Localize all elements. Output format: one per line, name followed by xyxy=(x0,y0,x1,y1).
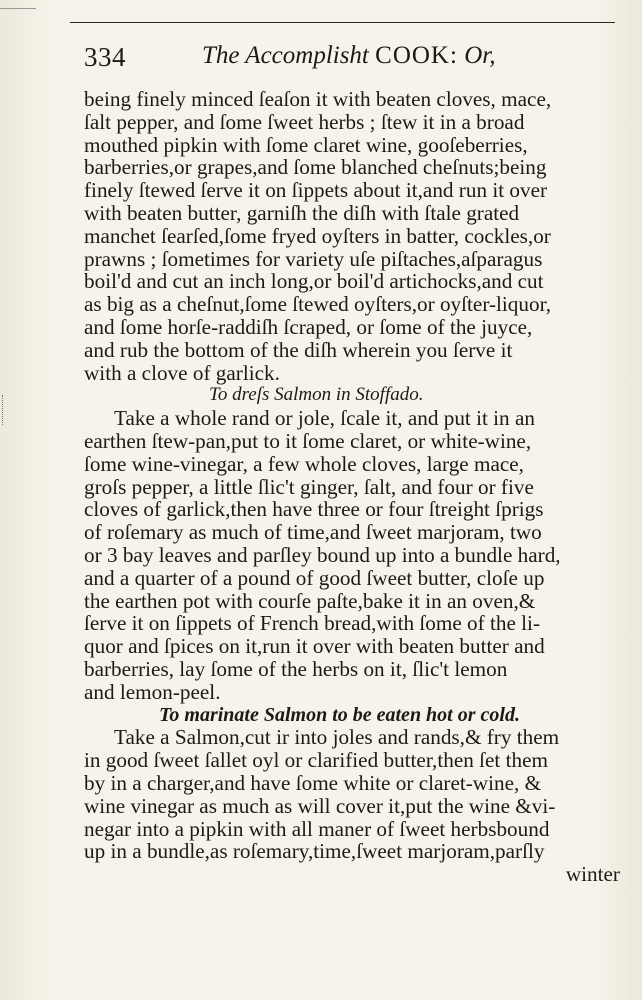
page-number: 334 xyxy=(84,42,126,72)
text-line: being finely minced ſeaſon it with beaten cloves, mace, xyxy=(84,87,552,111)
text-line: Take a whole rand or jole, ſcale it, and put it in an xyxy=(114,406,535,431)
text-line: up in a bundle,as roſemary,time,ſweet marjoram,parſly xyxy=(84,839,545,864)
margin-mark xyxy=(2,395,7,425)
text-line: and a quarter of a pound of good ſweet butter, cloſe up xyxy=(84,565,545,590)
text-line: wine vinegar as much as will cover it,put the wine &vi- xyxy=(84,793,556,818)
text-line: and ſome horſe-raddiſh ſcraped, or ſome of the juyce, xyxy=(84,314,533,339)
text-line: quor and ſpices on it,run it over with beaten butter and xyxy=(84,634,545,659)
text-line: ſome wine-vinegar, a few whole cloves, large mace, xyxy=(84,451,524,476)
text-line: with a clove of garlick. xyxy=(84,360,280,385)
running-title-caps: COOK: xyxy=(375,42,458,69)
text-line: cloves of garlick,then have three or four ſtreight ſprigs xyxy=(84,497,544,522)
page-text xyxy=(84,88,620,886)
corner-mark xyxy=(0,0,36,9)
text-line: the earthen pot with courſe paſte,bake it in an oven,& xyxy=(84,588,536,613)
text-line: by in a charger,and have ſome white or claret-wine, & xyxy=(84,770,542,795)
catchword: winter xyxy=(565,862,620,887)
running-title-italic: The Accomplisht xyxy=(202,42,369,69)
text-line: finely ſtewed ſerve it on ſippets about it,and run it over xyxy=(84,178,548,203)
recipe-heading: To dreſs Salmon in Stoffado. xyxy=(209,384,424,406)
running-title xyxy=(202,42,495,70)
text-line: ſalt pepper, and ſome ſweet herbs ; ſtew it in a broad xyxy=(84,109,525,134)
text-line: as big as a cheſnut,ſome ſtewed oyſters,or oyſter-liquor, xyxy=(84,292,552,317)
text-line: manchet ſearſed,ſome fryed oyſters in batter, cockles,or xyxy=(84,223,551,248)
text-line: Take a Salmon,cut ir into joles and rands,& fry them xyxy=(114,725,560,750)
text-line: barberries,or grapes,and ſome blanched cheſnuts;being xyxy=(84,155,547,180)
text-line: and lemon-peel. xyxy=(84,679,221,704)
text-line: prawns ; ſometimes for variety uſe piſtaches,aſparagus xyxy=(84,246,543,271)
running-title-end: Or, xyxy=(464,42,496,69)
text-line: barberries, lay ſome of the herbs on it, ſlic't lemon xyxy=(84,656,508,681)
text-line: negar into a pipkin with all maner of ſweet herbsbound xyxy=(84,816,550,841)
top-rule xyxy=(70,22,615,23)
page-header xyxy=(84,36,614,76)
text-line: of roſemary as much of time,and ſweet marjoram, two xyxy=(84,520,542,545)
text-line: earthen ſtew-pan,put to it ſome claret, or white-wine, xyxy=(84,428,532,453)
text-line: mouthed pipkin with ſome claret wine, gooſeberries, xyxy=(84,132,528,157)
text-line: ſerve it on ſippets of French bread,with ſome of the li- xyxy=(84,611,540,636)
text-line: and rub the bottom of the diſh wherein you ſerve it xyxy=(84,337,513,362)
text-line: with beaten butter, garniſh the diſh with ſtale grated xyxy=(84,200,520,225)
text-line: or 3 bay leaves and parſley bound up into a bundle hard, xyxy=(84,542,561,567)
text-line: boil'd and cut an inch long,or boil'd artichocks,and cut xyxy=(84,269,544,294)
recipe-heading: To marinate Salmon to be eaten hot or cold. xyxy=(159,703,520,726)
text-line: groſs pepper, a little ſlic't ginger, ſalt, and four or five xyxy=(84,474,534,499)
text-line: in good ſweet ſallet oyl or clarified butter,then ſet them xyxy=(84,748,548,773)
